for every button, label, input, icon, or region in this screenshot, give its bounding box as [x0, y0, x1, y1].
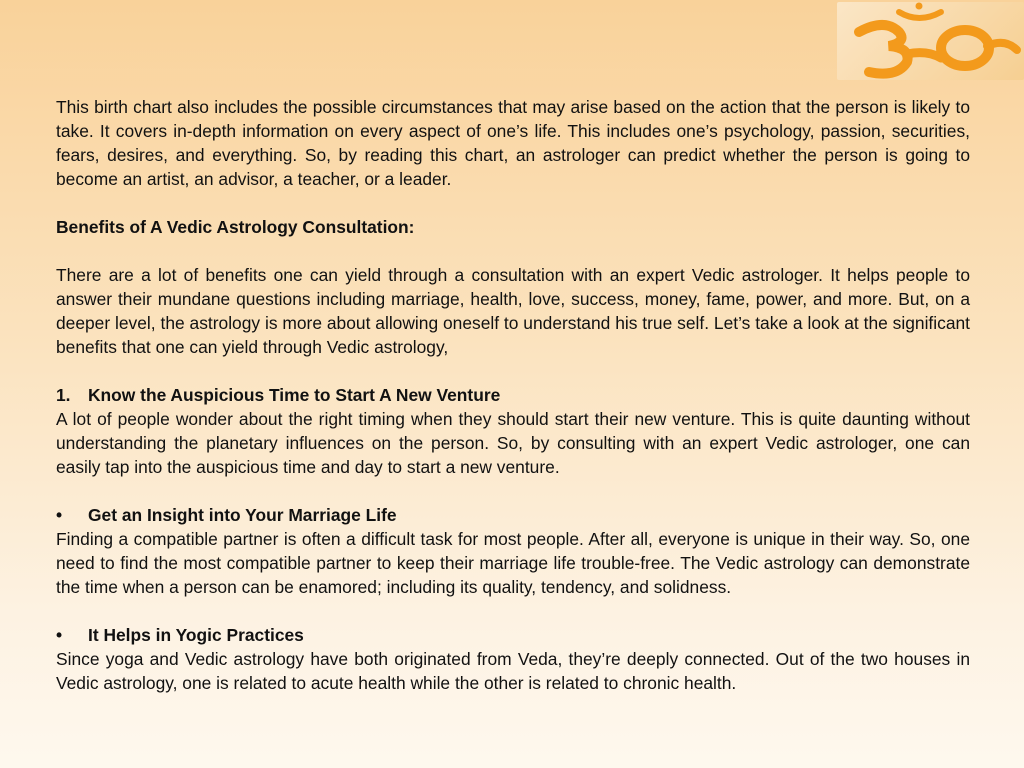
om-logo — [837, 2, 1024, 80]
bullet-marker: • — [56, 625, 63, 645]
item-title: It Helps in Yogic Practices — [88, 625, 304, 645]
item-title: Get an Insight into Your Marriage Life — [88, 505, 397, 525]
document-body — [56, 95, 970, 695]
item-heading-yogic-practices — [56, 623, 970, 647]
item-heading-auspicious-time — [56, 383, 970, 407]
item-heading-marriage-life — [56, 503, 970, 527]
benefits-intro-paragraph: There are a lot of benefits one can yield through a consultation with an expert Vedic astrologer. It helps people to answer their mundane questions including marriage, health, love, success, money, fame, power, and more. But, on a deeper level, the astrology is more about allowing oneself to understand his true self. Let’s take a look at the significant benefits that one can yield through Vedic astrology, — [56, 265, 970, 357]
item-body-auspicious-time: A lot of people wonder about the right timing when they should start their new venture. This is quite daunting without understanding the planetary influences on the person. So, by consulting with an expert Vedic astrologer, one can easily tap into the auspicious time and day to start a new venture. — [56, 409, 970, 477]
bullet-marker: • — [56, 505, 63, 525]
item-body-marriage-life: Finding a compatible partner is often a difficult task for most people. After all, everyone is unique in their way. So, one need to find the most compatible partner to keep their marriage life trouble-free. The Vedic astrology can demonstrate the time when a person can be enamored; including its quality, tendency, and solidness. — [56, 529, 970, 597]
item-body-yogic-practices: Since yoga and Vedic astrology have both originated from Veda, they’re deeply connected. Out of the two houses in Vedic astrology, one is related to acute health while the other is related to chronic health. — [56, 649, 970, 693]
intro-paragraph: This birth chart also includes the possible circumstances that may arise based on the action that the person is likely to take. It covers in-depth information on every aspect of one’s life. This includes one’s psychology, passion, securities, fears, desires, and everything. So, by reading this chart, an astrologer can predict whether the person is going to become an artist, an advisor, a teacher, or a leader. — [56, 97, 970, 189]
om-icon — [837, 2, 1024, 80]
benefits-heading: Benefits of A Vedic Astrology Consultation: — [56, 217, 415, 237]
item-title: Know the Auspicious Time to Start A New Venture — [88, 385, 501, 405]
list-marker: 1. — [56, 385, 71, 405]
